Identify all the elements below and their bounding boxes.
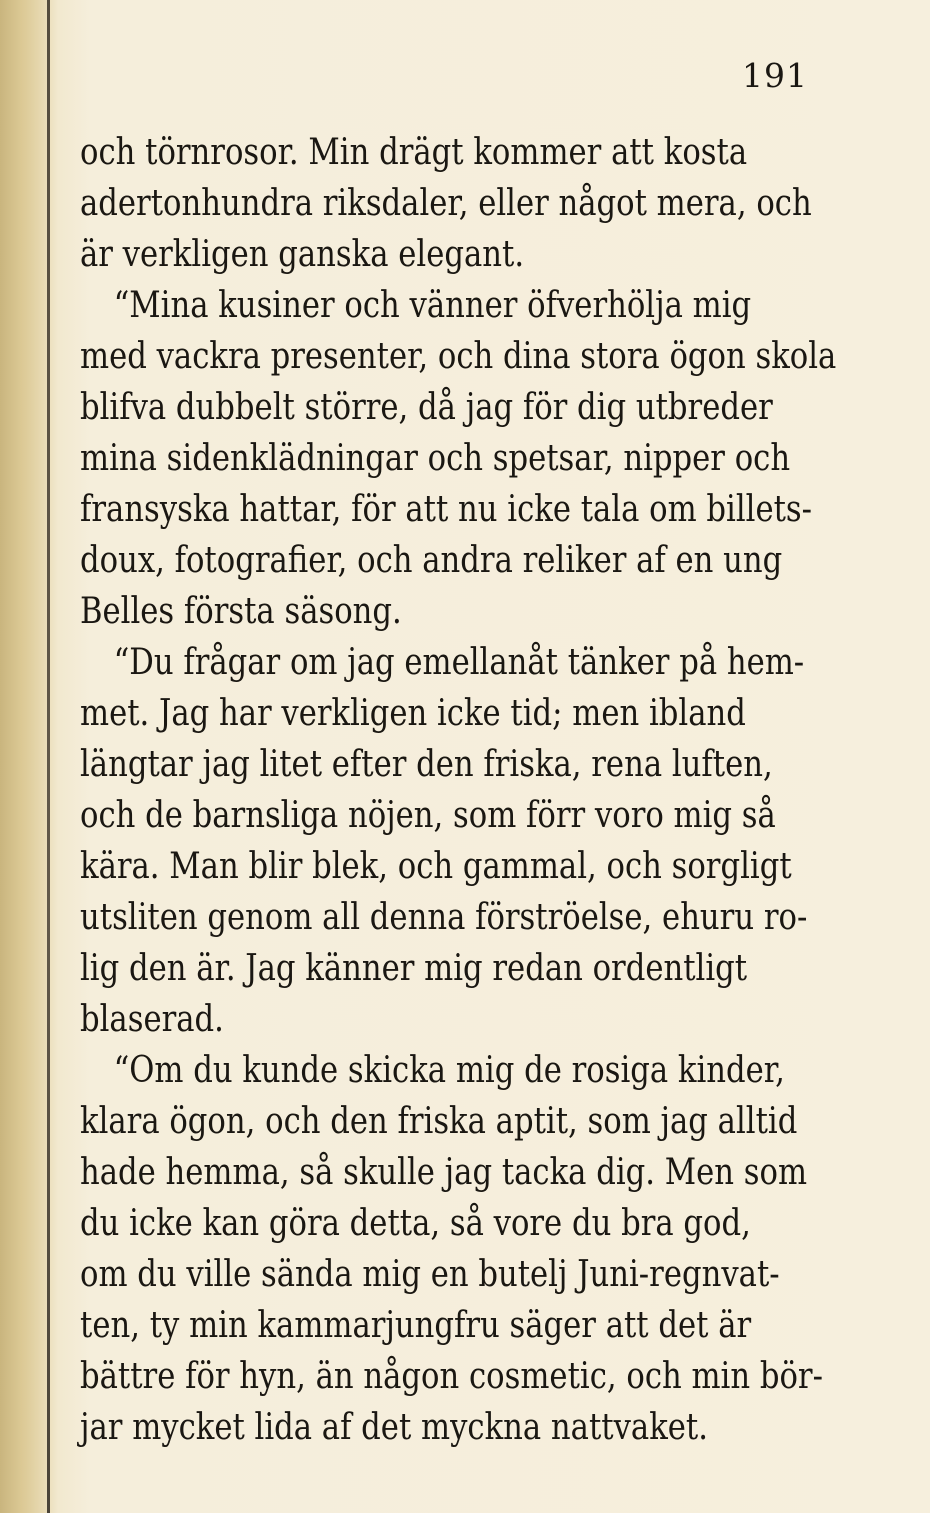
text-line: “Mina kusiner och vänner öfverhölja mig	[113, 283, 752, 326]
text-line: doux, fotografier, och andra reliker af en ung	[80, 538, 783, 581]
text-line: “Du frågar om jag emellanåt tänker på hem-	[113, 640, 805, 683]
text-line: lig den är. Jag känner mig redan ordentligt	[80, 946, 748, 989]
text-line: klara ögon, och den friska aptit, som jag alltid	[80, 1099, 798, 1142]
text-line: utsliten genom all denna förströelse, ehuru ro-	[80, 895, 808, 938]
text-line: längtar jag litet efter den friska, rena luften,	[80, 742, 773, 785]
text-line: och törnrosor. Min drägt kommer att kosta	[80, 130, 748, 173]
text-line: jar mycket lida af det myckna nattvaket.	[80, 1405, 708, 1448]
text-line: kära. Man blir blek, och gammal, och sorgligt	[80, 844, 792, 887]
binding-edge	[47, 0, 50, 1513]
text-line: och de barnsliga nöjen, som förr voro mig så	[80, 793, 776, 836]
text-line: met. Jag har verkligen icke tid; men ibland	[80, 691, 746, 734]
text-line: ten, ty min kammarjungfru säger att det är	[80, 1303, 752, 1346]
text-line: bättre för hyn, än någon cosmetic, och min bör-	[80, 1354, 823, 1397]
text-line: blaserad.	[80, 997, 224, 1040]
text-line: adertonhundra riksdaler, eller något mera, och	[80, 181, 812, 224]
text-line: blifva dubbelt större, då jag för dig utbreder	[80, 385, 773, 428]
page-number: 191	[742, 56, 808, 95]
text-line: fransyska hattar, för att nu icke tala om billets-	[80, 487, 813, 530]
text-line: är verkligen ganska elegant.	[80, 232, 525, 275]
text-line: “Om du kunde skicka mig de rosiga kinder,	[113, 1048, 785, 1091]
text-line: med vackra presenter, och dina stora ögon skola	[80, 334, 837, 377]
text-line: du icke kan göra detta, så vore du bra god,	[80, 1201, 751, 1244]
text-line: om du ville sända mig en butelj Juni-regnvat-	[80, 1252, 780, 1295]
text-line: hade hemma, så skulle jag tacka dig. Men som	[80, 1150, 808, 1193]
text-line: mina sidenklädningar och spetsar, nipper och	[80, 436, 791, 479]
text-line: Belles första säsong.	[80, 589, 402, 632]
